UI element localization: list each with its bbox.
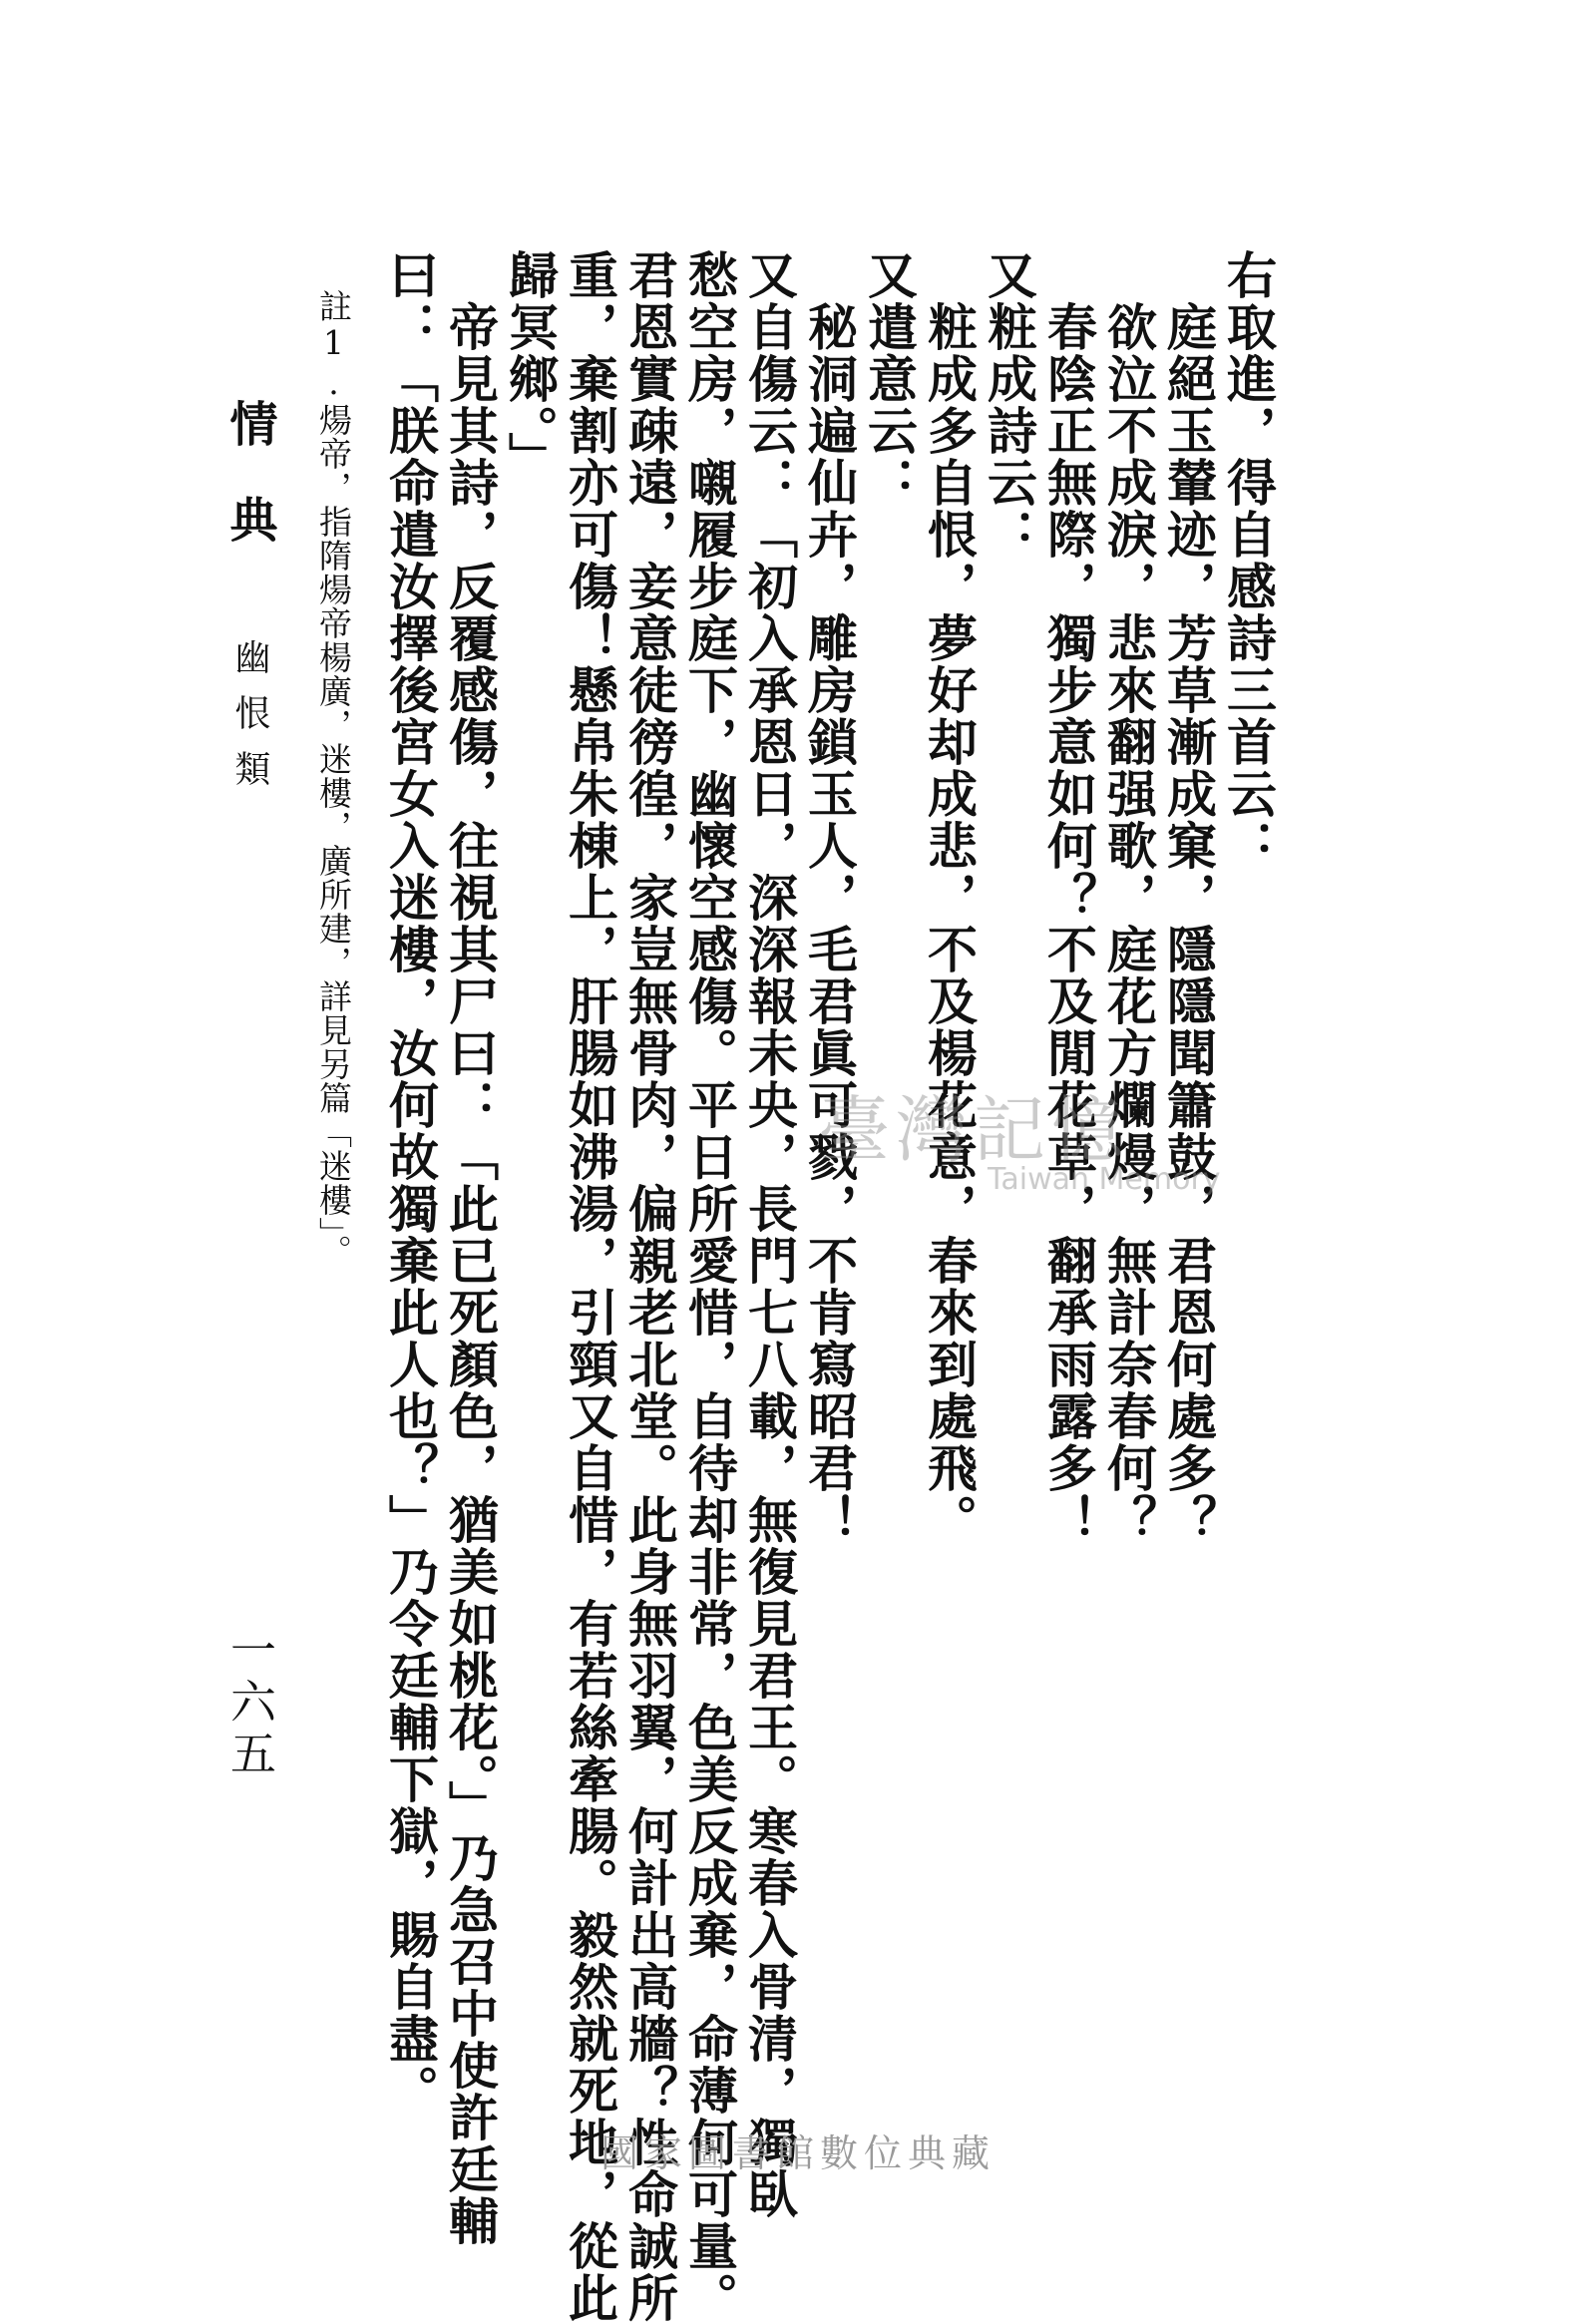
text-column-11: 君恩實疎遠，妾意徒徬徨，家豈無骨肉，偏親老北堂。此身無羽翼，何計出高牆？性命誠所 [620,249,679,2324]
watermark-en: Taiwan Memory [988,1162,1221,1197]
watermark [818,1072,1221,1197]
page-number: 一六五 [223,1626,277,1781]
poem-line-3: 春陰正無際，獨步意如何？不及閒花草，翻承雨露多！ [1039,301,1098,1546]
poem-line-2: 欲泣不成淚，悲來翻强歌，庭花方爛熳，無計奈春何？ [1099,301,1158,1546]
text-column-12: 重，棄割亦可傷！懸帛朱棟上，肝腸如沸湯，引頸又自惜，有若絲牽腸。毅然就死地，從此 [561,249,619,2324]
page-header-category: 幽恨類 [229,638,270,806]
text-column-5: 又粧成詩云： [980,249,1038,561]
text-column-1: 右取進，得自感詩三首云： [1219,249,1278,872]
poem-line-5: 秘洞遍仙卉，雕房鎖玉人，毛君眞可戮，不肯寫昭君！ [800,301,859,1546]
text-column-7: 又遣意云： [860,249,919,509]
page-header-title: 情典 [221,399,277,590]
footer-source: 國家圖書館數位典藏 [599,2131,996,2175]
text-column-15: 曰：「朕命遣汝擇後宮女入迷樓，汝何故獨棄此人也？」乃令廷輔下獄，賜自盡。 [381,249,440,2117]
poem-line-1: 庭絕玉輦迹，芳草漸成窠，隱隱聞簫鼓，君恩何處多？ [1159,301,1218,1546]
text-column-13: 歸冥鄉。」 [501,249,560,484]
watermark-cn: 臺灣記憶 [818,1088,1130,1172]
text-column-9: 又自傷云：「初入承恩日，深深報未央，長門七八載，無復見君王。寒春入骨清，獨臥 [740,249,799,2220]
poem-line-4: 粧成多自恨，夢好却成悲，不及楊花意，春來到處飛。 [920,301,979,1546]
footnote: 註1.煬帝，指隋煬帝楊廣，迷樓，廣所建，詳見另篇「迷樓」。 [314,289,353,1269]
text-column-14: 帝見其詩，反覆感傷，往視其尸曰：「此已死顏色，猶美如桃花。」乃急召中使許廷輔 [441,301,500,2247]
text-column-10: 愁空房，嚫履步庭下，幽懷空感傷。平日所愛惜，自待却非常，色美反成棄，命薄何可量。 [680,249,739,2324]
